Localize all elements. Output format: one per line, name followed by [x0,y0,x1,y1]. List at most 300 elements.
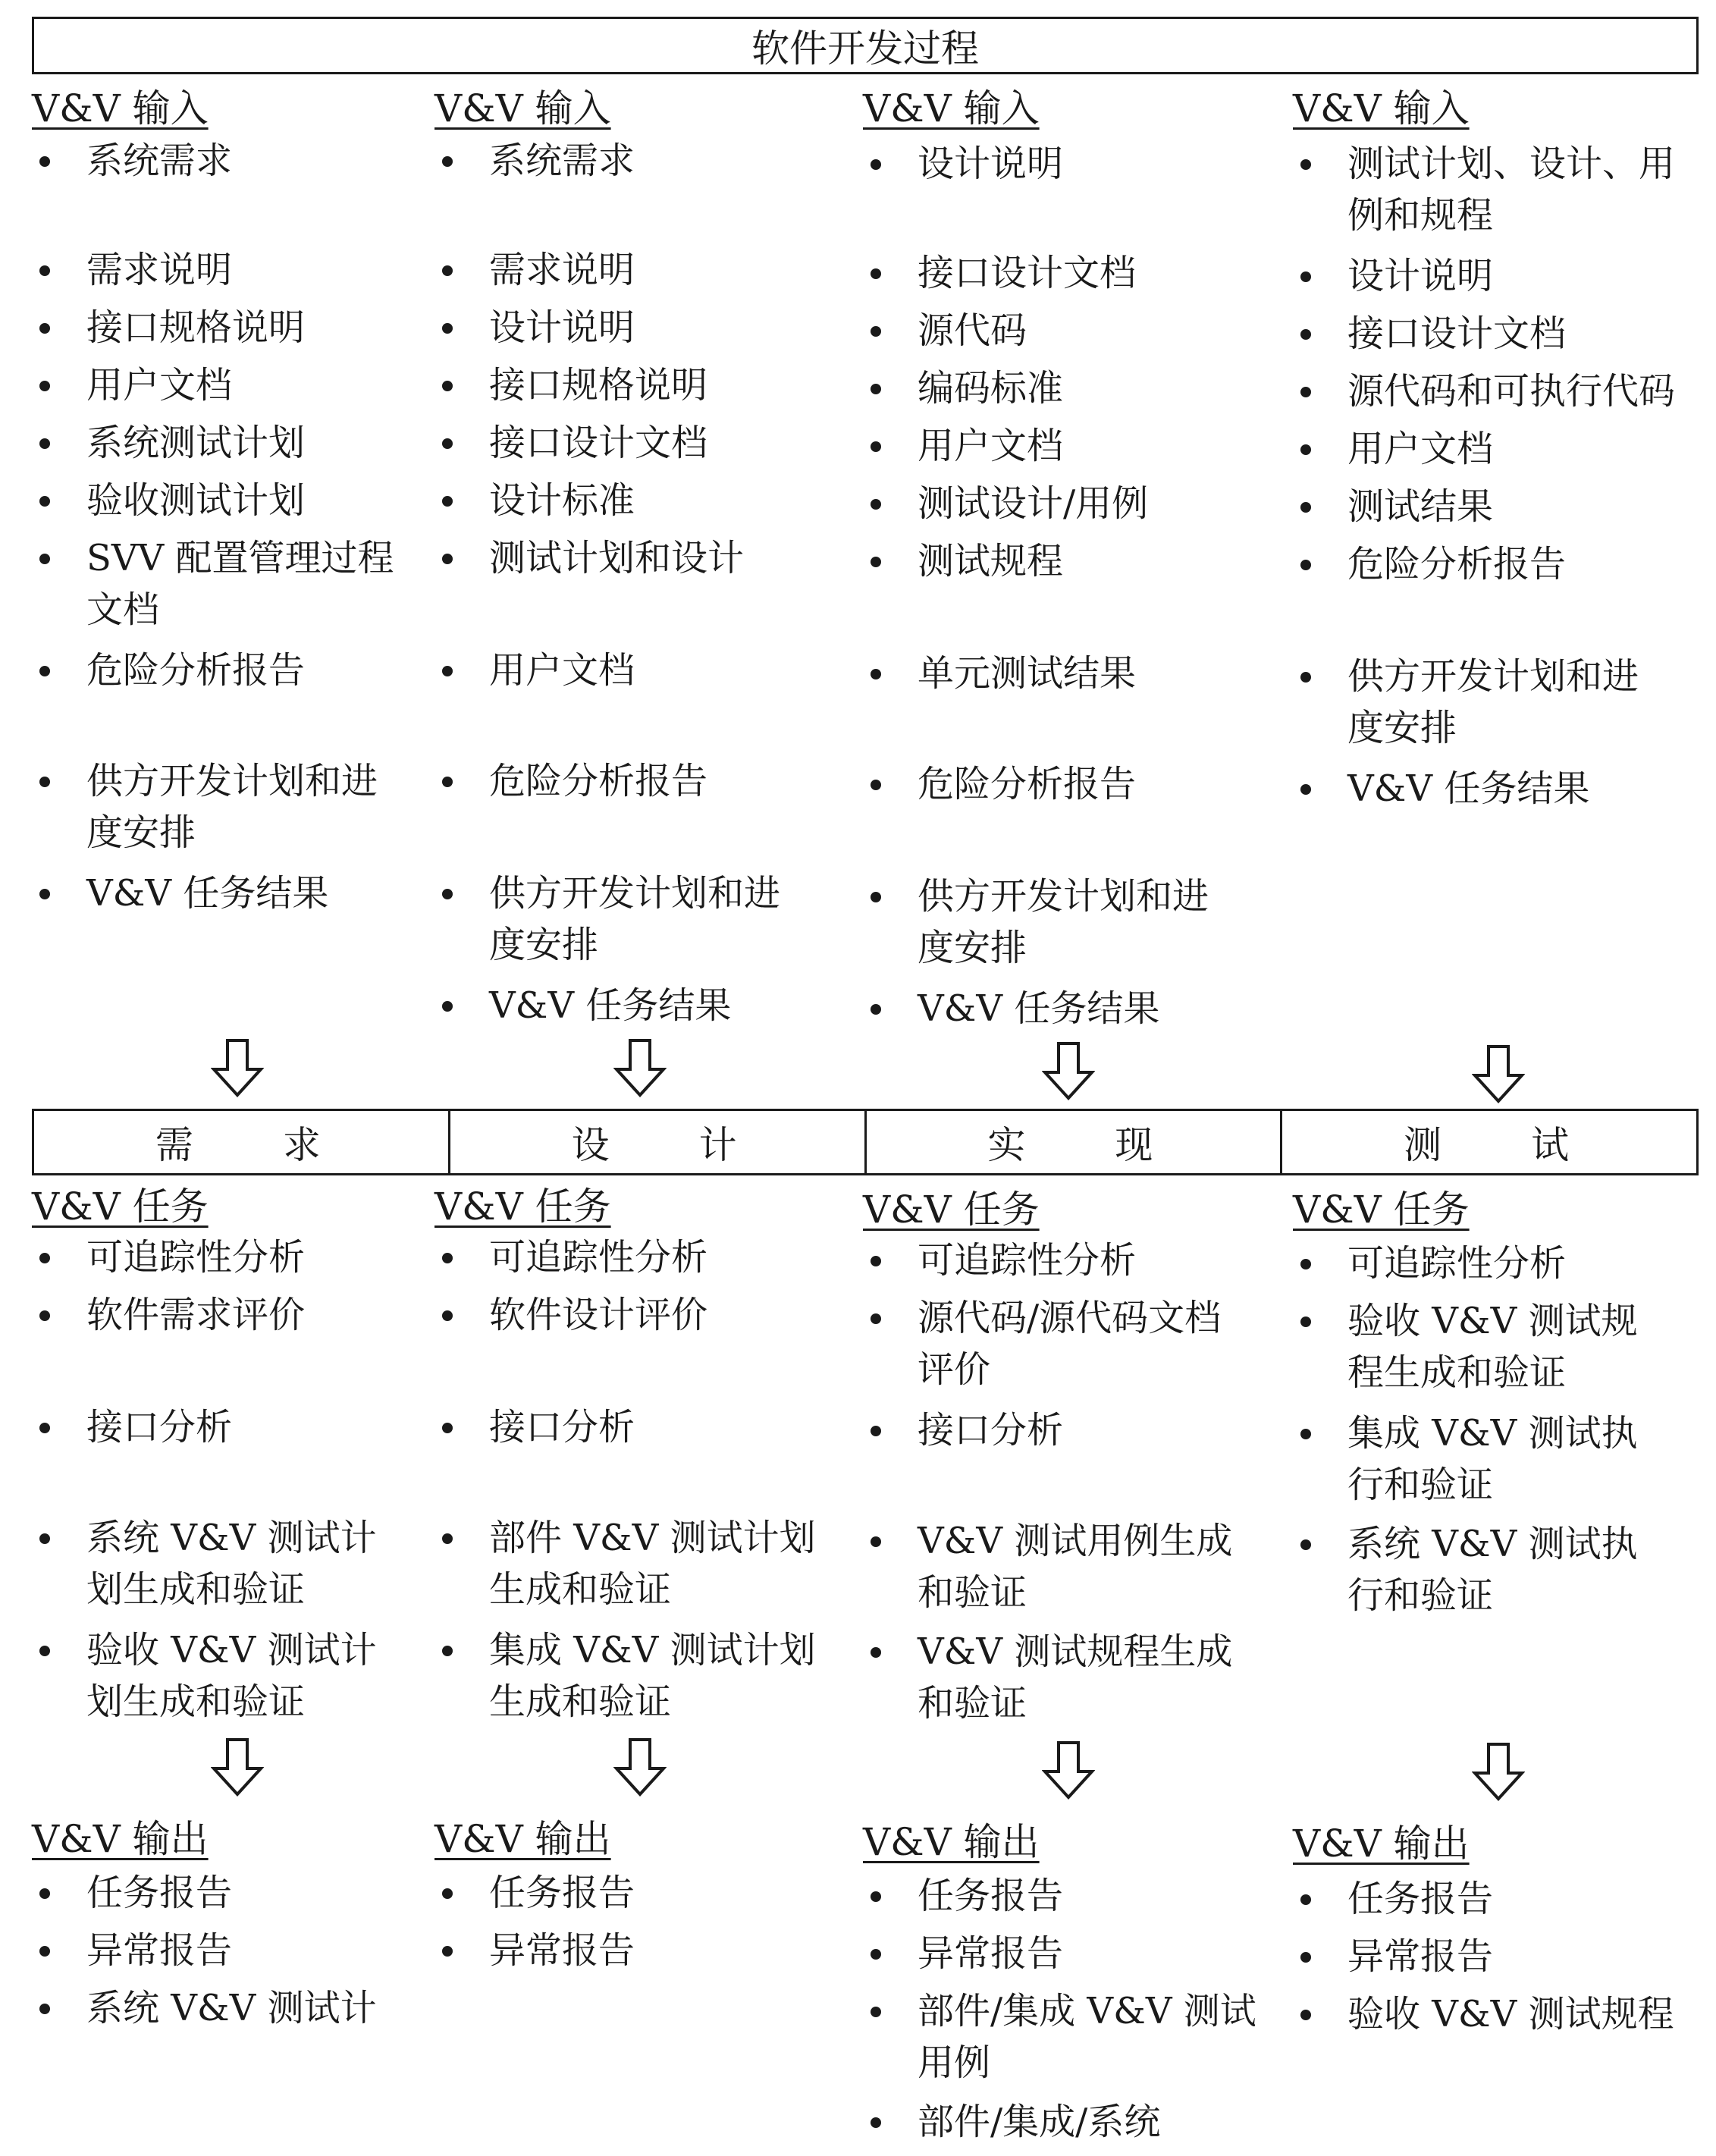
item-line: 接口分析 [489,1406,635,1448]
tasks-item [1293,1518,1702,1621]
bullet-icon [1300,329,1311,340]
inputs-item-text [86,359,441,411]
item-line: 任务报告 [1347,1878,1494,1920]
bullet-icon [871,1256,881,1266]
inputs-item-text [918,871,1272,974]
item-line: SVV 配置管理过程 [86,537,394,579]
bullet-icon [39,496,50,507]
item-line: 任务报告 [489,1872,635,1914]
tasks-item [1293,1238,1702,1289]
outputs-item-text [918,1928,1272,1979]
outputs-item-text [489,1867,844,1919]
item-line: 系统测试计划 [86,422,306,464]
input-header: V&V 输入 [434,86,611,130]
tasks-item-text [1347,1518,1702,1621]
bullet-icon [871,268,881,279]
inputs-item [434,645,844,696]
tasks-item [434,1512,844,1615]
item-line: 源代码/源代码文档 [918,1297,1222,1339]
item-line: V&V 任务结果 [86,872,329,915]
item-line: 行和验证 [1347,1574,1494,1617]
phase-testing [1282,1111,1696,1173]
inputs-item [863,478,1272,529]
output-header: V&V 输出 [863,1820,1040,1864]
bullet-icon [442,554,453,564]
inputs-item-text [489,868,844,971]
bullet-icon [1300,2010,1311,2020]
item-line: 用户文档 [489,649,635,692]
item-line: 用例 [918,2041,991,2084]
bullet-icon [442,496,453,507]
item-line: V&V 测试用例生成 [918,1520,1233,1562]
bullet-icon [442,666,453,676]
item-line: 危险分析报告 [489,760,708,802]
tasks-item-text [86,1289,441,1341]
bullet-icon [871,1647,881,1658]
phase-row [32,1109,1699,1175]
phase-implementation [867,1111,1283,1173]
outputs-item-text [1347,1988,1702,2040]
item-line: 设计说明 [918,143,1064,185]
inputs-item-text [1347,538,1702,590]
inputs-item-text [918,758,1272,810]
item-line: 程生成和验证 [1347,1351,1567,1394]
item-line: V&V 测试规程生成 [918,1630,1233,1673]
outputs-item [863,1985,1272,2089]
inputs-item-text [489,532,844,584]
outputs-item-text [918,1985,1272,2089]
inputs-item-text [918,535,1272,587]
item-line: 和验证 [918,1571,1027,1614]
down-arrow-icon [1472,1045,1525,1104]
inputs-item [434,532,844,584]
item-line: 接口分析 [918,1409,1064,1451]
bullet-icon [871,1891,881,1902]
down-arrow-icon [1042,1741,1095,1800]
item-line: 集成 V&V 测试计划 [489,1629,816,1671]
outputs-item-text [86,1925,441,1976]
item-line: 度安排 [489,924,599,966]
bullet-icon [39,889,50,899]
bullet-icon [442,1888,453,1899]
bullet-icon [442,1253,453,1263]
bullet-icon [442,1423,453,1433]
item-line: 供方开发计划和进 [489,872,781,915]
item-line: 危险分析报告 [1347,543,1567,585]
tasks-item-text [86,1512,441,1615]
item-line: V&V 任务结果 [489,984,732,1027]
inputs-item [1293,308,1702,359]
tasks-item [434,1624,844,1728]
inputs-item [863,138,1272,190]
bullet-icon [1300,1259,1311,1269]
bullet-icon [442,381,453,391]
tasks-item-text [86,1401,441,1453]
inputs-item-text [1347,138,1702,241]
bullet-icon [442,889,453,899]
down-arrow-icon [613,1738,667,1797]
phase-label-a: 实 [987,1123,1032,1167]
tasks-item-text [86,1624,441,1728]
item-line: 软件设计评价 [489,1294,708,1336]
bullet-icon [871,669,881,679]
bullet-icon [39,323,50,334]
inputs-item [32,135,441,187]
tasks-item [32,1624,441,1728]
inputs-item [863,362,1272,414]
bullet-icon [39,438,50,449]
item-line: 接口设计文档 [489,422,708,464]
item-line: 供方开发计划和进 [86,760,378,802]
tasks-item [863,1235,1272,1286]
input-header: V&V 输入 [1293,86,1470,130]
inputs-item [32,359,441,411]
tasks-item-text [1347,1408,1702,1511]
tasks-item [32,1401,441,1453]
bullet-icon [1300,387,1311,397]
outputs-item [434,1925,844,1976]
outputs-item [1293,1988,1702,2040]
down-arrow-icon [211,1738,264,1797]
inputs-item [1293,538,1702,590]
task-header: V&V 任务 [1293,1188,1470,1232]
item-line: 接口设计文档 [1347,312,1567,355]
item-line: 生成和验证 [489,1681,672,1723]
inputs-item-text [86,868,441,919]
bullet-icon [871,2007,881,2017]
inputs-item-text [1347,763,1702,814]
inputs-item [1293,366,1702,417]
inputs-item [1293,138,1702,241]
inputs-item-text [1347,308,1702,359]
item-line: 系统 V&V 测试计 [86,1987,377,2029]
inputs-item [863,420,1272,472]
item-line: 用户文档 [1347,428,1494,470]
item-line: 度安排 [918,927,1027,969]
outputs-item-text [1347,1931,1702,1982]
item-line: 生成和验证 [489,1568,672,1611]
bullet-icon [1300,784,1311,795]
item-line: 系统 V&V 测试执 [1347,1523,1638,1565]
bullet-icon [871,892,881,902]
inputs-item-text [918,478,1272,529]
bullet-icon [39,554,50,564]
bullet-icon [442,1946,453,1957]
inputs-item-text [86,302,441,353]
outputs-item-text [918,2096,1272,2148]
bullet-icon [871,2117,881,2128]
output-header: V&V 输出 [32,1817,209,1861]
bullet-icon [871,1313,881,1324]
item-line: 集成 V&V 测试执 [1347,1412,1638,1455]
item-line: 设计标准 [489,479,635,522]
item-line: 可追踪性分析 [86,1236,306,1279]
phase-label-a: 设 [571,1123,616,1167]
item-line: 测试计划和设计 [489,537,745,579]
item-line: 划生成和验证 [86,1568,306,1611]
bullet-icon [1300,672,1311,683]
phase-label-a: 测 [1404,1123,1448,1167]
item-line: 设计说明 [1347,255,1494,297]
item-line: 任务报告 [86,1872,233,1914]
bullet-icon [871,159,881,170]
output-header: V&V 输出 [434,1817,611,1861]
inputs-item-text [1347,651,1702,754]
bullet-icon [39,1646,50,1656]
item-line: 文档 [86,588,160,631]
inputs-item-text [489,980,844,1031]
output-header: V&V 输出 [1293,1822,1470,1866]
bullet-icon [1300,1539,1311,1550]
inputs-item [434,302,844,353]
outputs-item-text [489,1925,844,1976]
bullet-icon [871,557,881,567]
inputs-item [863,871,1272,974]
inputs-item [32,868,441,919]
inputs-item [863,648,1272,699]
inputs-item [32,475,441,526]
item-line: 测试规程 [918,540,1064,582]
item-line: 可追踪性分析 [1347,1242,1567,1285]
item-line: V&V 任务结果 [918,987,1160,1030]
tasks-item-text [918,1292,1272,1395]
item-line: 源代码和可执行代码 [1347,370,1676,413]
item-line: 异常报告 [86,1929,233,1972]
tasks-item-text [1347,1295,1702,1398]
tasks-item-text [918,1235,1272,1286]
item-line: 部件/集成 V&V 测试 [918,1990,1256,2032]
inputs-item [434,417,844,469]
bullet-icon [871,441,881,452]
tasks-item [434,1289,844,1341]
phase-label-b: 计 [698,1123,743,1167]
bullet-icon [871,780,881,790]
bullet-icon [442,156,453,167]
bullet-icon [871,326,881,337]
inputs-item-text [1347,366,1702,417]
bullet-icon [39,265,50,276]
item-line: 测试结果 [1347,485,1494,528]
item-line: 异常报告 [918,1932,1064,1975]
item-line: 需求说明 [86,249,233,291]
inputs-item-text [489,417,844,469]
inputs-item-text [489,645,844,696]
down-arrow-icon [613,1039,667,1098]
item-line: 可追踪性分析 [489,1236,708,1279]
bullet-icon [442,323,453,334]
bullet-icon [39,2004,50,2014]
item-line: 部件/集成/系统 [918,2101,1161,2143]
item-line: 验收测试计划 [86,479,306,522]
bullet-icon [1300,271,1311,282]
inputs-item [434,980,844,1031]
inputs-item-text [86,135,441,187]
inputs-item [32,244,441,296]
outputs-item-text [918,1870,1272,1922]
inputs-item [1293,763,1702,814]
outputs-item [863,1928,1272,1979]
task-header: V&V 任务 [863,1188,1040,1232]
bullet-icon [442,1646,453,1656]
bullet-icon [1300,502,1311,513]
phase-requirements [34,1111,450,1173]
input-header: V&V 输入 [863,86,1040,130]
bullet-icon [1300,1317,1311,1327]
bullet-icon [1300,159,1311,170]
inputs-item [32,532,441,636]
bullet-icon [871,1536,881,1547]
item-line: 危险分析报告 [86,649,306,692]
tasks-item-text [489,1232,844,1283]
inputs-item [32,755,441,858]
inputs-item-text [918,362,1272,414]
outputs-item [32,1925,441,1976]
tasks-item-text [489,1512,844,1615]
tasks-item [863,1404,1272,1456]
item-line: V&V 任务结果 [1347,767,1590,810]
item-line: 系统需求 [489,140,635,182]
phase-label-b: 现 [1115,1123,1159,1167]
process-title-box [32,17,1699,74]
bullet-icon [1300,560,1311,570]
item-line: 设计说明 [489,306,635,349]
bullet-icon [39,1946,50,1957]
item-line: 任务报告 [918,1875,1064,1917]
inputs-item-text [918,138,1272,190]
tasks-item-text [86,1232,441,1283]
item-line: 部件 V&V 测试计划 [489,1517,816,1559]
down-arrow-icon [211,1039,264,1098]
inputs-item [1293,250,1702,302]
phase-label-a: 需 [155,1123,199,1167]
item-line: 接口设计文档 [918,252,1137,294]
bullet-icon [1300,1952,1311,1963]
bullet-icon [39,1533,50,1544]
item-line: 危险分析报告 [918,763,1137,805]
item-line: 系统 V&V 测试计 [86,1517,377,1559]
inputs-item [863,758,1272,810]
inputs-item [32,645,441,696]
tasks-item [32,1232,441,1283]
bullet-icon [39,156,50,167]
tasks-item-text [1347,1238,1702,1289]
inputs-item-text [489,755,844,807]
inputs-item [434,868,844,971]
bullet-icon [1300,1894,1311,1905]
bullet-icon [39,1423,50,1433]
tasks-item [32,1512,441,1615]
item-line: 软件需求评价 [86,1294,306,1336]
bullet-icon [442,777,453,787]
inputs-item-text [86,244,441,296]
item-line: 验收 V&V 测试规程 [1347,1993,1674,2035]
tasks-item [1293,1295,1702,1398]
inputs-item-text [489,302,844,353]
item-line: 用户文档 [918,425,1064,467]
outputs-item-text [86,1982,441,2034]
item-line: 异常报告 [489,1929,635,1972]
outputs-item [32,1867,441,1919]
inputs-item-text [86,475,441,526]
inputs-item-text [918,648,1272,699]
inputs-item-text [489,135,844,187]
down-arrow-icon [1042,1042,1095,1101]
item-line: 系统需求 [86,140,233,182]
process-title: 软件开发过程 [751,27,979,71]
tasks-item-text [918,1626,1272,1729]
item-line: 划生成和验证 [86,1681,306,1723]
inputs-item [434,755,844,807]
inputs-item [434,359,844,411]
bullet-icon [442,1533,453,1544]
inputs-item [32,417,441,469]
item-line: 供方开发计划和进 [1347,655,1639,698]
phase-label-b: 求 [282,1123,327,1167]
item-line: 需求说明 [489,249,635,291]
bullet-icon [39,666,50,676]
tasks-item-text [918,1515,1272,1618]
item-line: 用户文档 [86,364,233,406]
task-header: V&V 任务 [32,1185,209,1229]
inputs-item-text [86,417,441,469]
bullet-icon [871,1949,881,1960]
input-header: V&V 输入 [32,86,209,130]
inputs-item-text [918,247,1272,299]
inputs-item [32,302,441,353]
item-line: 例和规程 [1347,194,1494,237]
inputs-item-text [1347,481,1702,532]
item-line: 源代码 [918,309,1027,352]
inputs-item [1293,651,1702,754]
item-line: 和验证 [918,1682,1027,1724]
bullet-icon [442,438,453,449]
phase-label-b: 试 [1531,1123,1576,1167]
tasks-item [863,1515,1272,1618]
item-line: 可追踪性分析 [918,1239,1137,1282]
bullet-icon [39,1310,50,1321]
item-line: 异常报告 [1347,1935,1494,1978]
inputs-item [863,535,1272,587]
inputs-item [863,983,1272,1034]
outputs-item [1293,1931,1702,1982]
item-line: 度安排 [1347,707,1457,749]
tasks-item-text [489,1624,844,1728]
inputs-item [1293,481,1702,532]
tasks-item [434,1401,844,1453]
bullet-icon [442,265,453,276]
item-line: 评价 [918,1348,991,1391]
down-arrow-icon [1472,1743,1525,1802]
bullet-icon [871,1004,881,1015]
phase-design [450,1111,867,1173]
bullet-icon [39,777,50,787]
inputs-item-text [86,532,441,636]
inputs-item [434,475,844,526]
bullet-icon [39,381,50,391]
tasks-item [863,1626,1272,1729]
outputs-item [434,1867,844,1919]
inputs-item [1293,423,1702,475]
outputs-item [863,1870,1272,1922]
bullet-icon [39,1888,50,1899]
item-line: 验收 V&V 测试计 [86,1629,377,1671]
item-line: 测试设计/用例 [918,482,1149,525]
inputs-item-text [918,420,1272,472]
tasks-item-text [918,1404,1272,1456]
tasks-item-text [489,1401,844,1453]
outputs-item [863,2096,1272,2148]
item-line: 接口规格说明 [489,364,708,406]
